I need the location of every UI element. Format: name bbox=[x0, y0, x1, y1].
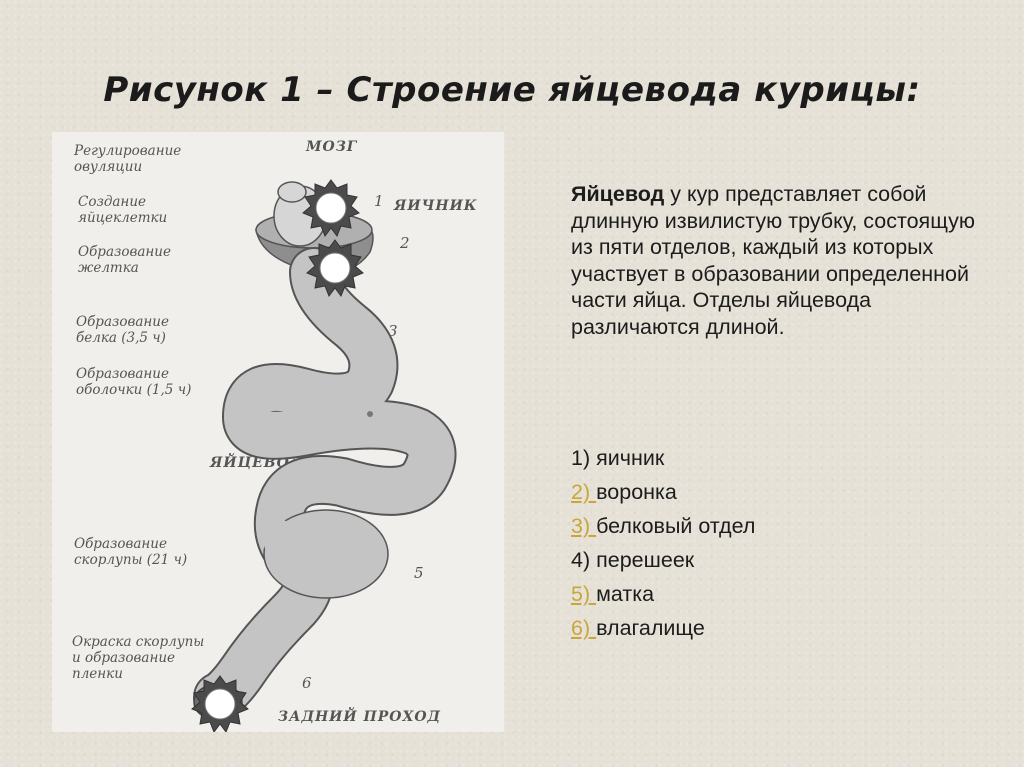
ovary-label: ЯИЧНИК bbox=[394, 198, 478, 214]
oviduct-label: ЯЙЦЕВОД bbox=[210, 455, 304, 471]
part-name: белковый отдел bbox=[596, 514, 756, 538]
oviduct-description bbox=[571, 181, 991, 340]
slide-title: Рисунок 1 – Строение яйцевода курицы: bbox=[103, 70, 921, 110]
function-labels bbox=[72, 143, 209, 682]
function-label-egg-cell: Создание яйцеклетки bbox=[78, 194, 168, 226]
description-text: у кур представляет собой длинную извилистую трубку, состоящую из пяти отделов, каждый из которых участвует в образовании определенной части яйца. Отделы яйцевода различаются длиной. bbox=[571, 182, 976, 339]
part-name: яичник bbox=[590, 446, 665, 470]
part-name: воронка bbox=[596, 480, 677, 504]
list-item bbox=[571, 543, 755, 577]
function-label-membrane: Образование оболочки (1,5 ч) bbox=[76, 366, 192, 398]
function-label-ovulation: Регулирование овуляции bbox=[74, 143, 182, 175]
part-name: влагалище bbox=[596, 616, 705, 640]
description-term: Яйцевод bbox=[571, 182, 665, 206]
function-label-albumen: Образование белка (3,5 ч) bbox=[76, 314, 169, 346]
section-number-3: 3 bbox=[388, 322, 398, 340]
part-name: матка bbox=[596, 582, 655, 606]
part-number-link[interactable]: 5) bbox=[571, 582, 597, 606]
section-number-4: 4 bbox=[434, 426, 444, 444]
part-number-link[interactable]: 3) bbox=[571, 514, 597, 538]
list-item bbox=[571, 441, 755, 475]
part-number: 4) bbox=[571, 548, 591, 572]
list-item bbox=[571, 611, 755, 645]
list-item bbox=[571, 577, 755, 611]
oviduct-parts-list bbox=[571, 441, 755, 645]
oviduct-diagram bbox=[52, 132, 504, 732]
section-number-5: 5 bbox=[414, 564, 424, 582]
function-label-coloring: Окраска скорлупы и образование пленки bbox=[72, 634, 205, 682]
brain-label: МОЗГ bbox=[306, 139, 358, 155]
function-label-yolk: Образование желтка bbox=[78, 244, 171, 276]
part-number-link[interactable]: 2) bbox=[571, 480, 597, 504]
section-number-6: 6 bbox=[302, 674, 312, 692]
vent-label: ЗАДНИЙ ПРОХОД bbox=[278, 709, 441, 725]
function-label-shell: Образование скорлупы (21 ч) bbox=[74, 536, 188, 568]
list-item bbox=[571, 509, 755, 543]
part-number-link[interactable]: 6) bbox=[571, 616, 597, 640]
part-name: перешеек bbox=[590, 548, 695, 572]
section-number-2: 2 bbox=[400, 234, 410, 252]
list-item bbox=[571, 475, 755, 509]
part-number: 1) bbox=[571, 446, 591, 470]
section-number-1: 1 bbox=[374, 192, 384, 210]
